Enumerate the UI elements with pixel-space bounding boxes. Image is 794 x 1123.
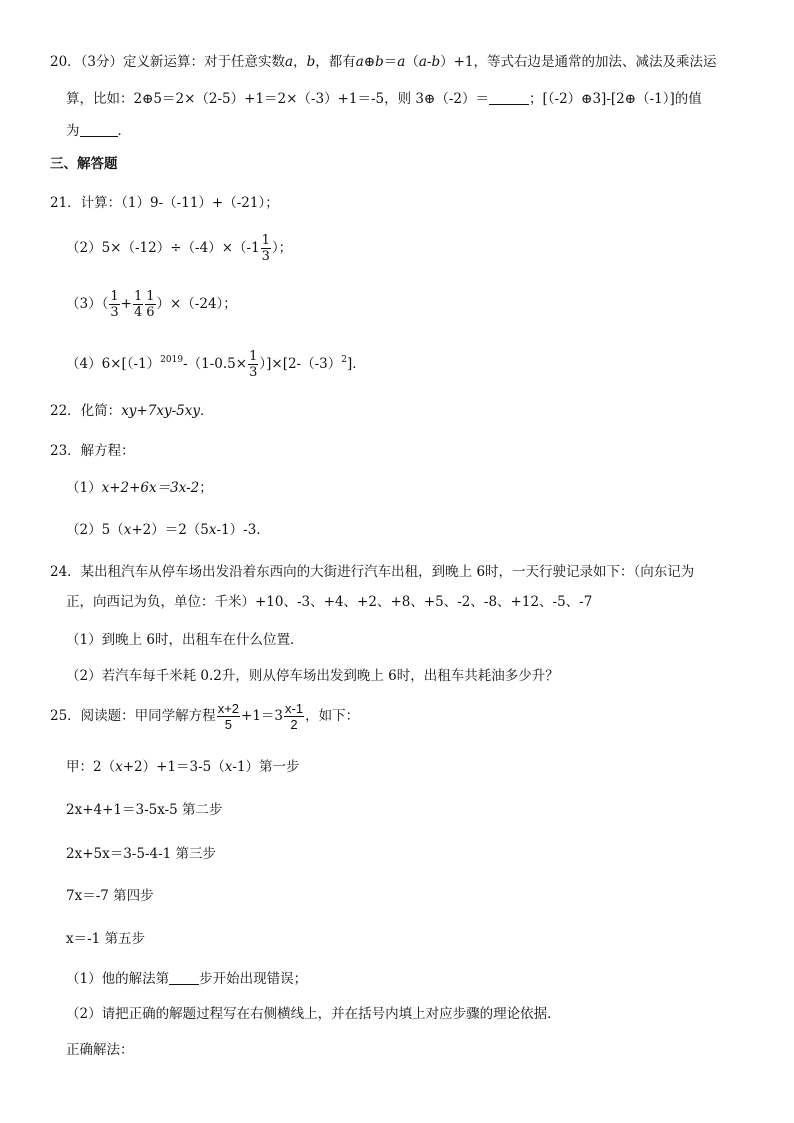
fraction: $\frac{1}{4}$ <box>133 289 143 320</box>
q25-step5: x＝-1 第五步 <box>66 931 146 947</box>
q24-part1: （1）到晚上 6时，出租车在什么位置． <box>66 632 304 648</box>
q22: 22．化简：xy+7xy-5xy． <box>50 403 214 419</box>
fraction: $\frac{1}{3}$ <box>261 233 270 264</box>
fraction: $\frac{1}{3}$ <box>249 349 258 380</box>
q25-step2: 2x+4+1＝3-5x-5 第二步 <box>66 802 223 818</box>
answer-blank-2[interactable] <box>80 122 118 137</box>
answer-blank-3[interactable] <box>169 970 199 985</box>
answer-blank-1[interactable] <box>489 90 529 105</box>
q25-step3: 2x+5x＝3-5-4-1 第三步 <box>66 846 217 862</box>
q25-question1: （1）他的解法第 步开始出现错误； <box>66 971 308 987</box>
q25-step1: 甲：2（x+2）+1＝3-5（x-1）第一步 <box>66 759 300 775</box>
q24-line1: 24．某出租汽车从停车场出发沿着东西向的大街进行汽车出租，到晚上 6时，一天行驶记录如下：（向东记为 <box>50 564 695 580</box>
q25-stem: 25．阅读题：甲同学解方程 $\frac{x+2}{5}$ +1＝3 $\frac{x-1}{2}$ ，如下： <box>50 701 360 732</box>
q21-part3: （3）（ $\frac{1}{3}$ + $\frac{1}{4}$ $\frac{1}{6}$ ）×（-24）； <box>66 289 237 320</box>
fraction: $\frac{1}{3}$ <box>110 289 119 320</box>
q21-stem: 21．计算：（1）9-（-11）+（-21）； <box>50 195 279 211</box>
q20-line3: 为 ． <box>66 123 131 139</box>
q23-part2: （2）5（x+2）＝2（5x-1）-3． <box>66 522 270 538</box>
q25-step4: 7x＝-7 第四步 <box>66 888 154 904</box>
q20-line1: 20．（3分）定义新运算：对于任意实数a，b，都有a⊕b＝a（a-b）+1，等式右边是通常的加法、减法及乘法运 <box>50 54 717 70</box>
fraction: $\frac{x+2}{5}$ <box>217 701 240 732</box>
fraction: $\frac{1}{6}$ <box>146 289 155 320</box>
q24-part2: （2）若汽车每千米耗 0.2升，则从停车场出发到晚上 6时，出租车共耗油多少升？ <box>66 668 559 684</box>
q23-part1: （1）x+2+6x＝3x-2； <box>66 480 213 496</box>
q25-question2: （2）请把正确的解题过程写在右侧横线上，并在括号内填上对应步骤的理论依据． <box>66 1006 561 1022</box>
q25-correct-label: 正确解法： <box>66 1042 134 1058</box>
fraction: $\frac{x-1}{2}$ <box>285 701 304 732</box>
q20-line2: 算，比如：2⊕5＝2×（2-5）+1＝2×（-3）+1＝-5，则 3⊕（-2）＝ ；[（-2）⊕3]-[2⊕（-1）]的值 <box>66 91 702 107</box>
section-title: 三、解答题 <box>50 156 118 172</box>
q21-part4: $(4)6\times[(-1)^{2019}-(1-0.5\times$ $\frac{1}{3}$ ）]$\times[2-(-3)^2]$． <box>66 349 366 380</box>
q23-stem: 23．解方程： <box>50 443 135 459</box>
q21-part2: （2）5×（-12）÷（-4）×（-1 $\frac{1}{3}$ ）； <box>66 233 293 264</box>
q24-line2: 正，向西记为负，单位：千米）+10、-3、+4、+2、+8、+5、-2、-8、+12、-5、-7 <box>66 594 593 610</box>
